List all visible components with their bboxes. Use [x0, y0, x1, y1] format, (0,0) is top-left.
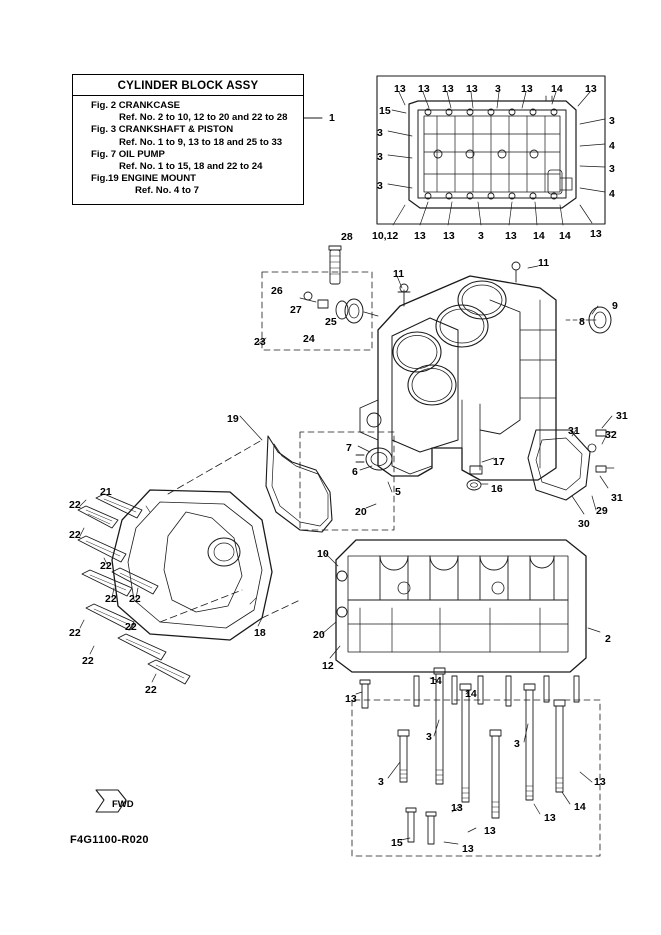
- long-bolt: [490, 730, 501, 818]
- document-code: F4G1100-R020: [70, 834, 149, 846]
- collar-27: [318, 300, 328, 308]
- bottom-leaders: [356, 675, 592, 844]
- oil-seal-pin: [356, 455, 364, 462]
- callout-13: 13: [442, 83, 454, 95]
- callout-3: 3: [377, 151, 383, 163]
- long-bolt: [398, 730, 409, 782]
- callout-23: 23: [254, 336, 266, 348]
- short-bolt: [426, 812, 436, 844]
- washer-29: [588, 444, 596, 452]
- callout-3: 3: [377, 127, 383, 139]
- callout-5: 5: [395, 486, 401, 498]
- top-view-leaders: [388, 92, 605, 225]
- callout-13: 13: [418, 83, 430, 95]
- block-skirt: [392, 440, 432, 474]
- callout-17: 17: [493, 456, 505, 468]
- callout-26: 26: [271, 285, 283, 297]
- callout-22: 22: [129, 593, 141, 605]
- callout-18: 18: [254, 627, 266, 639]
- callout-10-12: 10,12: [372, 230, 399, 242]
- callout-3: 3: [514, 738, 520, 750]
- bolt-28: [330, 250, 340, 284]
- bolt-22: [78, 536, 126, 562]
- callout-13: 13: [451, 802, 463, 814]
- callout-11: 11: [393, 268, 405, 280]
- cylinder-bore: [408, 365, 456, 405]
- legend-entry-head: Fig. 7 OIL PUMP: [91, 148, 165, 160]
- callout-14: 14: [551, 83, 563, 95]
- callout-14: 14: [430, 675, 442, 687]
- callout-3: 3: [426, 731, 432, 743]
- callout-29: 29: [596, 505, 608, 517]
- callout-1: 1: [329, 112, 335, 124]
- gasket-19: [266, 436, 332, 532]
- cover-bolts-group: [78, 494, 190, 684]
- callout-13: 13: [443, 230, 455, 242]
- callout-13: 13: [594, 776, 606, 788]
- callout-22: 22: [125, 621, 137, 633]
- assembly-dashed-guides: [160, 440, 300, 622]
- callout-28: 28: [341, 231, 353, 243]
- callout-12: 12: [322, 660, 334, 672]
- callout-3: 3: [378, 776, 384, 788]
- cylinder-bore-inner: [412, 369, 452, 402]
- fwd-label: FWD: [112, 799, 134, 810]
- callout-22: 22: [105, 593, 117, 605]
- cylinder-block-deck: [392, 318, 458, 452]
- legend-entry-head: Fig.19 ENGINE MOUNT: [91, 173, 197, 185]
- short-bolt: [360, 680, 370, 708]
- callout-3: 3: [377, 180, 383, 192]
- long-bolt: [524, 684, 535, 800]
- callout-14: 14: [533, 230, 545, 242]
- callout-21: 21: [100, 486, 112, 498]
- callout-22: 22: [145, 684, 157, 696]
- legend-entry-sub: Ref. No. 2 to 10, 12 to 20 and 22 to 28: [119, 112, 288, 124]
- callout-3: 3: [495, 83, 501, 95]
- callout-13: 13: [414, 230, 426, 242]
- callout-15: 15: [379, 105, 391, 117]
- top-view-stud: [546, 96, 552, 101]
- callout-16: 16: [491, 483, 503, 495]
- callout-9: 9: [612, 300, 618, 312]
- callout-2: 2: [605, 633, 611, 645]
- dowel-pin-head: [512, 262, 520, 270]
- cylinder-bore-inner: [440, 309, 484, 343]
- cylinder-bore-inner: [462, 285, 502, 315]
- top-view-deck: [424, 116, 560, 192]
- callout-13: 13: [544, 812, 556, 824]
- callout-11: 11: [538, 257, 550, 269]
- callout-13: 13: [394, 83, 406, 95]
- crankcase-hole: [337, 571, 347, 581]
- callout-14: 14: [465, 688, 477, 700]
- callout-14: 14: [559, 230, 571, 242]
- legend-entry-head: Fig. 3 CRANKSHAFT & PISTON: [91, 124, 234, 136]
- washer-26: [304, 292, 312, 300]
- legend-title: CYLINDER BLOCK ASSY: [73, 75, 303, 96]
- oil-seal-inner: [371, 453, 387, 466]
- callout-13: 13: [466, 83, 478, 95]
- callout-8: 8: [579, 316, 585, 328]
- callout-20: 20: [355, 506, 367, 518]
- group-23-dashed-box: [262, 272, 372, 350]
- crankcase-webs: [360, 608, 540, 652]
- callout-15: 15: [391, 837, 403, 849]
- callout-22: 22: [69, 627, 81, 639]
- crankcase-cover-web: [164, 512, 242, 612]
- small-cover-inner: [536, 438, 582, 490]
- block-lower-rib: [462, 400, 480, 470]
- callout-13: 13: [484, 825, 496, 837]
- block-leaders: [240, 266, 600, 658]
- legend-entry-sub: Ref. No. 1 to 15, 18 and 22 to 24: [119, 161, 263, 173]
- cylinder-bore-inner: [397, 336, 437, 369]
- callout-20: 20: [313, 629, 325, 641]
- callout-10: 10: [317, 548, 329, 560]
- bolt-28-head: [329, 246, 341, 250]
- crankcase-cover-outline: [112, 490, 272, 640]
- callout-14: 14: [574, 801, 586, 813]
- callout-13: 13: [505, 230, 517, 242]
- block-left-hole: [367, 413, 381, 427]
- oring-16: [467, 480, 481, 490]
- long-bolt: [460, 684, 471, 802]
- callout-22: 22: [69, 529, 81, 541]
- crankcase-hole: [337, 607, 347, 617]
- legend-entry-sub: Ref. No. 4 to 7: [135, 185, 199, 197]
- block-side-rib: [520, 330, 556, 398]
- bolt-22: [112, 568, 158, 594]
- cover-bearing-bore: [208, 538, 240, 566]
- callout-22: 22: [69, 499, 81, 511]
- callout-6: 6: [352, 466, 358, 478]
- callout-4: 4: [609, 140, 615, 152]
- callout-13: 13: [590, 228, 602, 240]
- callout-30: 30: [578, 518, 590, 530]
- crankcase-oil-hole: [492, 582, 504, 594]
- callout-31: 31: [568, 425, 580, 437]
- block-side-web: [480, 300, 520, 434]
- top-view-ribs: [437, 116, 545, 192]
- block-left-boss: [360, 400, 378, 440]
- callout-13: 13: [521, 83, 533, 95]
- callout-22: 22: [100, 560, 112, 572]
- top-view-cross-ribs: [424, 134, 560, 174]
- callout-19: 19: [227, 413, 239, 425]
- callout-4: 4: [609, 188, 615, 200]
- main-bearing-saddles: [348, 556, 568, 600]
- callout-3: 3: [609, 115, 615, 127]
- breather-assembly: [300, 246, 378, 323]
- callout-32: 32: [605, 429, 617, 441]
- callout-3: 3: [609, 163, 615, 175]
- bolt-22: [148, 660, 190, 684]
- short-bolt: [406, 808, 416, 842]
- callout-25: 25: [325, 316, 337, 328]
- cylinder-block-outline: [378, 276, 556, 480]
- callout-31: 31: [611, 492, 623, 504]
- callout-13: 13: [462, 843, 474, 855]
- long-bolt: [554, 700, 565, 792]
- top-view-inner-outline: [418, 110, 566, 198]
- callout-22: 22: [82, 655, 94, 667]
- callout-27: 27: [290, 304, 302, 316]
- callout-3: 3: [478, 230, 484, 242]
- legend-entry-sub: Ref. No. 1 to 9, 13 to 18 and 25 to 33: [119, 136, 283, 148]
- callout-13: 13: [585, 83, 597, 95]
- cylinder-bore: [393, 332, 441, 372]
- callout-31: 31: [616, 410, 628, 422]
- crankcase-cover-inner: [128, 502, 262, 628]
- callout-24: 24: [303, 333, 315, 345]
- legend-entry-head: Fig. 2 CRANKCASE: [91, 100, 181, 111]
- bolt-22: [118, 634, 166, 660]
- callout-13: 13: [345, 693, 357, 705]
- bolt-22: [78, 506, 118, 528]
- callout-7: 7: [346, 442, 352, 454]
